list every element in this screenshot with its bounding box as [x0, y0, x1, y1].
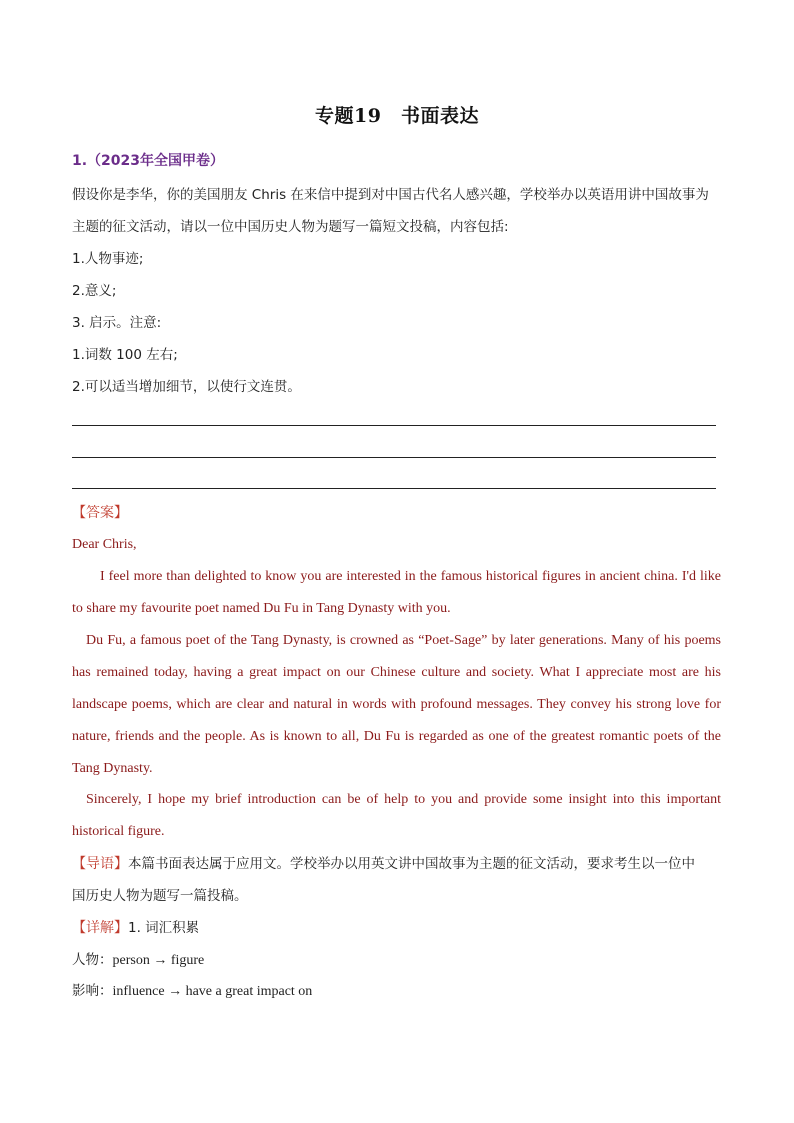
answer-line: Du Fu, a famous poet of the Tang Dynasty, is crowned as “Poet-Sage” by later generations. Many of his poems — [86, 633, 721, 648]
answer-line: to share my favourite poet named Du Fu in Tang Dynasty with you. — [72, 601, 451, 616]
answer-line: historical figure. — [72, 824, 165, 839]
page-title: 专题19 书面表达 — [315, 105, 479, 127]
content-item: 1.人物事迹; — [72, 251, 144, 267]
detail-heading: 1. 词汇积累 — [128, 920, 200, 936]
answer-line: I feel more than delighted to know you are interested in the famous historical figures in ancient china. I'd like — [100, 569, 721, 584]
guide-text: 本篇书面表达属于应用文。学校举办以用英文讲中国故事为主题的征文活动，要求考生以一位中 — [128, 856, 695, 872]
answer-tag: 【答案】 — [72, 505, 128, 521]
note-item: 2.可以适当增加细节，以使行文连贯。 — [72, 379, 301, 395]
question-line: 假设你是李华，你的美国朋友 Chris 在来信中提到对中国古代名人感兴趣，学校举办以英语用讲中国故事为 — [72, 187, 709, 203]
letter-greeting: Dear Chris, — [72, 537, 137, 552]
vocab-item — [72, 981, 724, 1002]
answer-section — [72, 503, 724, 523]
answer-blank-line — [72, 488, 716, 489]
content-item: 3. 启示。注意: — [72, 315, 162, 331]
detail-tag: 【详解】 — [72, 920, 128, 936]
vocab-label: 影响： — [72, 983, 113, 999]
answer-blank-line — [72, 457, 716, 458]
answer-line: nature, friends and the people. As is known to all, Du Fu is regarded as one of the greatest romantic poets of the — [72, 729, 721, 744]
content-item: 2.意义; — [72, 283, 117, 299]
answer-line: has remained today, having a great impact on our Chinese culture and society. What I appreciate most are his — [72, 665, 721, 680]
answer-line: landscape poems, which are clear and natural in words with profound messages. They convey his strong love for — [72, 697, 721, 712]
vocab-label: 人物： — [72, 952, 113, 968]
answer-line: Tang Dynasty. — [72, 761, 153, 776]
question-line: 主题的征文活动，请以一位中国历史人物为题写一篇短文投稿，内容包括: — [72, 219, 509, 235]
guide-tag: 【导语】 — [72, 856, 128, 872]
detail-line — [72, 918, 724, 938]
vocab-value: influence → have a great impact on — [112, 984, 313, 999]
question-number: 1.（2023年全国甲卷） — [72, 153, 225, 169]
answer-line: Sincerely, I hope my brief introduction can be of help to you and provide some insight into this important — [86, 792, 721, 807]
guide-line — [72, 854, 724, 874]
vocab-value: person → figure — [112, 953, 205, 968]
note-item: 1.词数 100 左右; — [72, 347, 178, 363]
guide-line: 国历史人物为题写一篇投稿。 — [72, 888, 248, 904]
vocab-item — [72, 950, 724, 971]
answer-blank-line — [72, 425, 716, 426]
